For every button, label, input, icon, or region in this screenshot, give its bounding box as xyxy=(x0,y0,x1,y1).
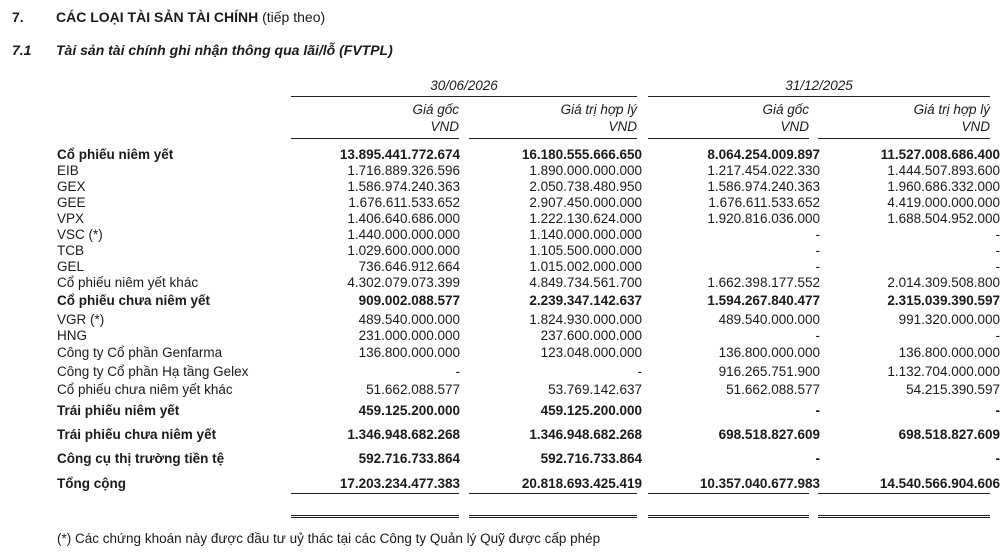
table-row xyxy=(57,210,1000,226)
period-rule-2 xyxy=(648,96,990,97)
row-value: - xyxy=(995,242,1000,258)
row-value: 592.716.733.864 xyxy=(358,450,460,466)
row-value: 1.824.930.000.000 xyxy=(529,311,642,327)
row-value: 909.002.088.577 xyxy=(358,293,460,308)
table-row xyxy=(57,327,1000,343)
table-row xyxy=(57,274,1000,290)
row-value: 916.265.751.900 xyxy=(718,363,820,379)
row-value: 1.890.000.000.000 xyxy=(529,162,642,178)
row-value: - xyxy=(815,402,820,418)
row-value: 1.406.640.686.000 xyxy=(347,210,460,226)
row-label: Cổ phiếu chưa niêm yết xyxy=(57,293,211,308)
table-row xyxy=(57,422,1000,446)
row-value: 13.895.441.772.674 xyxy=(339,146,460,162)
row-value: - xyxy=(995,450,1000,466)
row-value: 51.662.088.577 xyxy=(366,381,460,397)
row-value: - xyxy=(815,450,820,466)
row-value: 1.346.948.682.268 xyxy=(529,426,642,442)
header-rule-2 xyxy=(469,138,637,139)
row-value: 1.586.974.240.363 xyxy=(347,178,460,194)
row-label: VSC (*) xyxy=(57,226,103,242)
column-header-1 xyxy=(291,101,459,135)
table-row xyxy=(57,446,1000,470)
table-row xyxy=(57,194,1000,210)
row-label: VGR (*) xyxy=(57,311,105,327)
row-label: GEL xyxy=(57,258,85,274)
column-header-3-unit: VND xyxy=(780,119,809,134)
table-row xyxy=(57,242,1000,258)
row-value: 17.203.234.477.383 xyxy=(339,475,460,491)
period-header-1: 30/06/2026 xyxy=(430,78,498,93)
row-value: 1.662.398.177.552 xyxy=(707,274,820,290)
row-value: - xyxy=(815,242,820,258)
row-value: 4.302.079.073.399 xyxy=(347,274,460,290)
row-value: 459.125.200.000 xyxy=(358,402,460,418)
column-header-3 xyxy=(648,101,809,135)
column-header-1-name: Giá gốc xyxy=(412,102,459,117)
row-value: 136.800.000.000 xyxy=(898,345,1000,360)
row-label: GEE xyxy=(57,194,86,210)
column-header-2-unit: VND xyxy=(608,119,637,134)
row-label: Trái phiếu chưa niêm yết xyxy=(57,426,217,442)
total-bottom-rule-4 xyxy=(818,515,990,518)
row-value: 231.000.000.000 xyxy=(358,327,460,343)
table-row xyxy=(57,380,1000,398)
total-bottom-rule-1 xyxy=(291,515,459,518)
row-value: 123.048.000.000 xyxy=(540,345,642,360)
row-value: 1.960.686.332.000 xyxy=(887,178,1000,194)
column-header-4-unit: VND xyxy=(961,119,990,134)
row-value: 1.222.130.624.000 xyxy=(529,210,642,226)
row-value: 11.527.008.686.400 xyxy=(880,146,1000,162)
column-header-1-unit: VND xyxy=(430,119,459,134)
row-value: 1.716.889.326.596 xyxy=(347,162,460,178)
row-value: - xyxy=(815,226,820,242)
row-value: 136.800.000.000 xyxy=(358,345,460,360)
row-value: 2.315.039.390.597 xyxy=(887,293,1000,308)
row-label: Công ty Cổ phần Genfarma xyxy=(57,345,223,360)
row-value: 16.180.555.666.650 xyxy=(521,146,642,162)
row-value: 991.320.000.000 xyxy=(898,311,1000,327)
section-title xyxy=(56,9,325,25)
table-row xyxy=(57,226,1000,242)
row-value: - xyxy=(637,363,642,379)
row-label: GEX xyxy=(57,178,86,194)
row-value: 1.676.611.533.652 xyxy=(708,194,820,210)
row-value: 136.800.000.000 xyxy=(718,345,820,360)
row-value: 2.014.309.508.800 xyxy=(887,274,1000,290)
column-header-4-name: Giá trị hợp lý xyxy=(913,102,990,117)
row-value: 10.357.040.677.983 xyxy=(699,475,820,491)
total-top-rule-1 xyxy=(291,493,459,494)
row-value: 1.346.948.682.268 xyxy=(347,426,460,442)
row-value: 1.029.600.000.000 xyxy=(347,242,460,258)
column-header-4 xyxy=(818,101,990,135)
fvtpl-table-body xyxy=(57,146,1000,496)
row-value: 459.125.200.000 xyxy=(540,402,642,418)
row-value: - xyxy=(995,327,1000,343)
row-value: - xyxy=(455,363,460,379)
row-value: 592.716.733.864 xyxy=(540,450,642,466)
row-label: Tổng cộng xyxy=(57,475,126,491)
row-value: 1.440.000.000.000 xyxy=(347,226,460,242)
row-value: 489.540.000.000 xyxy=(718,311,820,327)
table-row xyxy=(57,258,1000,274)
row-value: - xyxy=(995,402,1000,418)
table-row xyxy=(57,362,1000,380)
row-value: 698.518.827.609 xyxy=(898,426,1000,442)
row-value: - xyxy=(995,226,1000,242)
row-value: - xyxy=(815,327,820,343)
row-label: Công cụ thị trường tiền tệ xyxy=(57,450,225,466)
row-label: Cổ phiếu niêm yết xyxy=(57,146,174,162)
section-heading xyxy=(12,9,326,25)
row-label: HNG xyxy=(57,327,87,343)
row-label: TCB xyxy=(57,242,84,258)
row-value: 53.769.142.637 xyxy=(548,381,642,397)
row-value: 1.586.974.240.363 xyxy=(707,178,820,194)
header-rule-3 xyxy=(648,138,809,139)
section-continued: (tiếp theo) xyxy=(262,9,326,25)
row-label: Cổ phiếu niêm yết khác xyxy=(57,274,199,290)
row-value: 20.818.693.425.419 xyxy=(521,475,642,491)
row-value: 1.676.611.533.652 xyxy=(348,194,460,210)
row-value: 1.688.504.952.000 xyxy=(887,210,1000,226)
row-value: 2.907.450.000.000 xyxy=(529,194,642,210)
column-header-2-name: Giá trị hợp lý xyxy=(560,102,637,117)
row-value: - xyxy=(995,258,1000,274)
period-header-2: 31/12/2025 xyxy=(785,78,853,93)
total-bottom-rule-2 xyxy=(469,515,637,518)
row-value: 698.518.827.609 xyxy=(718,426,820,442)
header-rule-4 xyxy=(818,138,990,139)
column-header-3-name: Giá gốc xyxy=(762,102,809,117)
table-row xyxy=(57,162,1000,178)
table-row xyxy=(57,146,1000,162)
table-row xyxy=(57,178,1000,194)
row-value: 1.920.816.036.000 xyxy=(707,210,820,226)
period-rule-1 xyxy=(291,96,637,97)
table-row xyxy=(57,311,1000,327)
row-value: 489.540.000.000 xyxy=(358,311,460,327)
row-value: - xyxy=(815,258,820,274)
row-value: 1.594.267.840.477 xyxy=(707,293,820,308)
row-label: Cổ phiếu chưa niêm yết khác xyxy=(57,381,233,397)
table-row xyxy=(57,290,1000,311)
row-value: 4.419.000.000.000 xyxy=(887,194,1000,210)
total-top-rule-3 xyxy=(648,493,809,494)
row-value: 2.239.347.142.637 xyxy=(529,293,642,308)
row-label: EIB xyxy=(57,162,79,178)
row-value: 1.140.000.000.000 xyxy=(529,226,642,242)
subsection-title: Tài sản tài chính ghi nhận thông qua lãi/lỗ (FVTPL) xyxy=(56,42,393,58)
subsection-number: 7.1 xyxy=(12,42,32,58)
row-value: 237.600.000.000 xyxy=(540,327,642,343)
footnote: (*) Các chứng khoán này được đầu tư uỷ thác tại các Công ty Quản lý Quỹ được cấp phép xyxy=(57,531,601,546)
row-value: 1.217.454.022.330 xyxy=(707,162,820,178)
row-label: Công ty Cổ phần Hạ tầng Gelex xyxy=(57,363,249,379)
row-value: 51.662.088.577 xyxy=(726,381,820,397)
row-label: VPX xyxy=(57,210,85,226)
section-title-text: CÁC LOẠI TÀI SẢN TÀI CHÍNH xyxy=(56,9,259,25)
row-value: 736.646.912.664 xyxy=(358,258,460,274)
row-label: Trái phiếu niêm yết xyxy=(57,402,180,418)
row-value: 1.132.704.000.000 xyxy=(887,363,1000,379)
total-top-rule-2 xyxy=(469,493,637,494)
total-bottom-rule-3 xyxy=(648,515,809,518)
fvtpl-table xyxy=(57,146,1000,496)
table-row xyxy=(57,398,1000,422)
row-value: 1.444.507.893.600 xyxy=(887,162,1000,178)
row-value: 54.215.390.597 xyxy=(906,381,1000,397)
row-value: 4.849.734.561.700 xyxy=(529,274,642,290)
subsection-heading xyxy=(12,42,393,58)
total-top-rule-4 xyxy=(818,493,990,494)
section-number: 7. xyxy=(12,9,24,25)
row-value: 14.540.566.904.606 xyxy=(879,475,1000,491)
row-value: 2.050.738.480.950 xyxy=(529,178,642,194)
column-header-2 xyxy=(469,101,637,135)
row-value: 8.064.254.009.897 xyxy=(707,146,820,162)
row-value: 1.015.002.000.000 xyxy=(529,258,642,274)
row-value: 1.105.500.000.000 xyxy=(529,242,642,258)
table-row xyxy=(57,343,1000,362)
header-rule-1 xyxy=(291,138,459,139)
